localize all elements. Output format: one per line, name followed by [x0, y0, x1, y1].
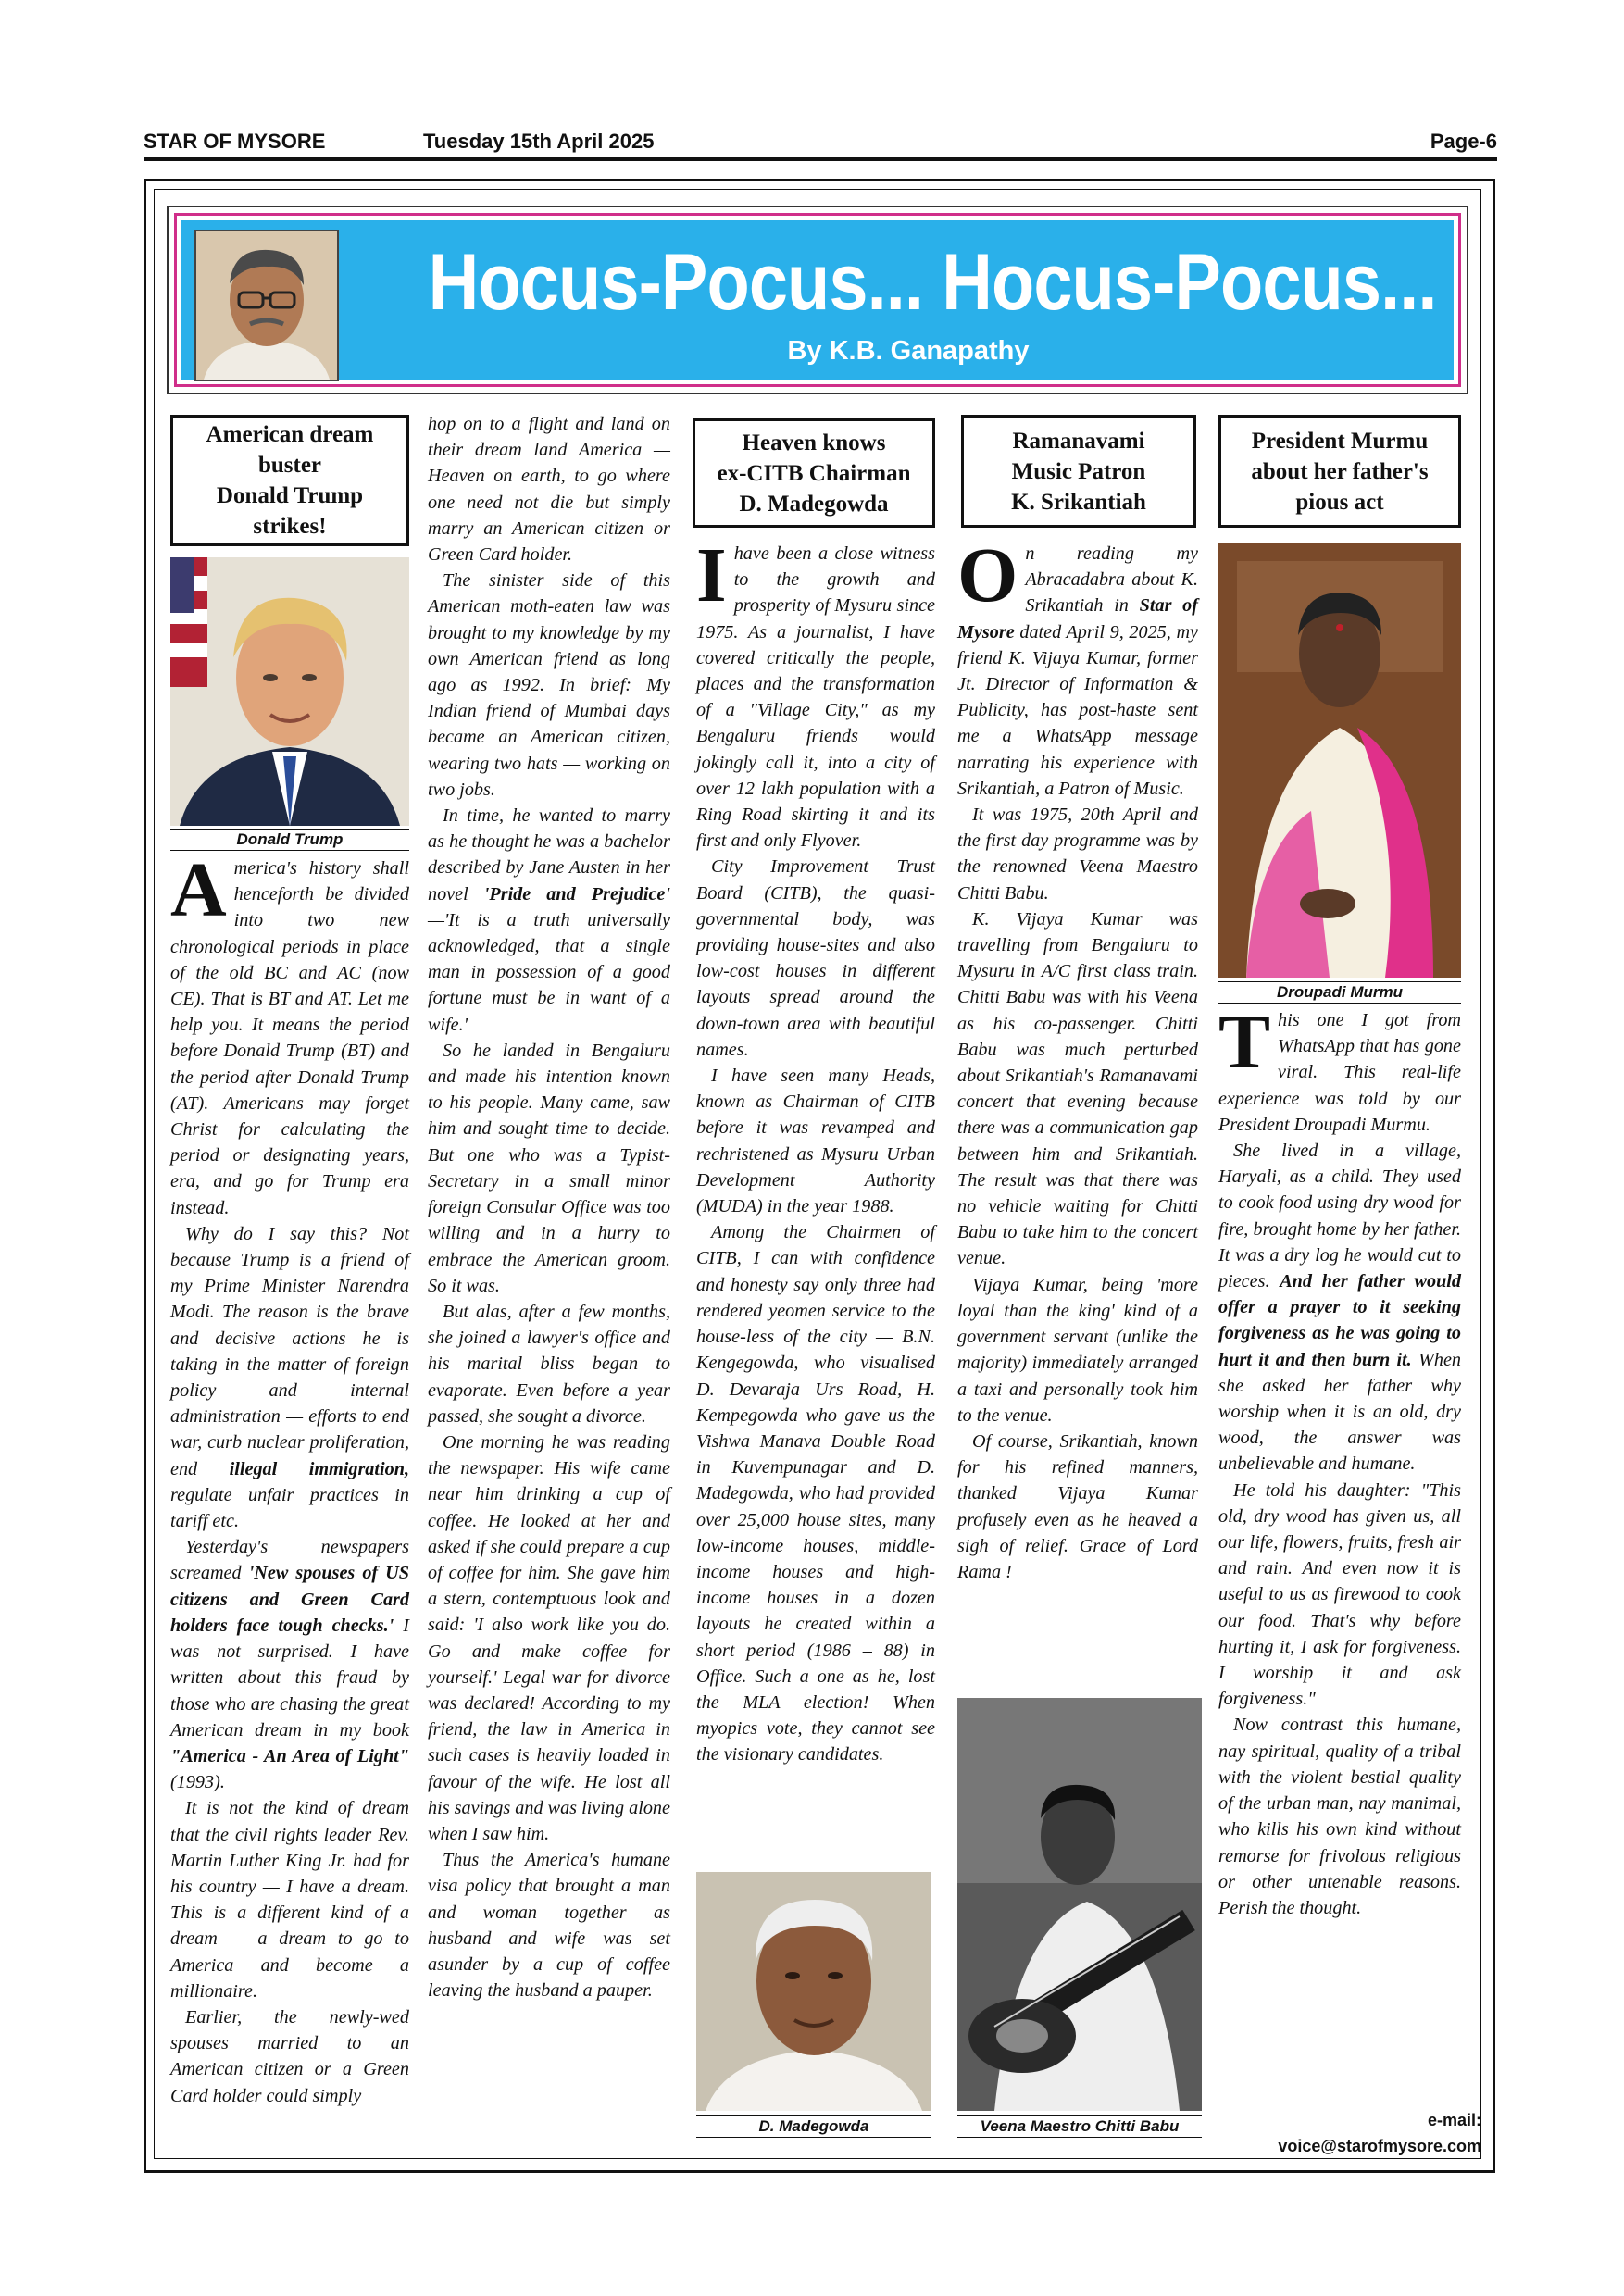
- byline: By K.B. Ganapathy: [787, 336, 1030, 366]
- paragraph: City Improvement Trust Board (CITB), the quasi-governmental body, was providing house-sites and also low-cost houses in different layouts spread around the down-town area with beautiful names.: [696, 856, 935, 1060]
- paragraph: Thus the America's humane visa policy that brought a man and woman together as husband and wife was set asunder by a cup of coffee leaving the husband a pauper.: [428, 1850, 670, 2002]
- article-trump-col1: [170, 847, 409, 2109]
- column-banner: [167, 206, 1468, 394]
- headline-murmu: [1218, 415, 1461, 528]
- paragraph: Ihave been a close witness to the growth and prosperity of Mysuru since 1975. As a journalist, I have covered critically the people, places and the transformation of a "Village City," as my Bengaluru friends would jokingly call it, into a city of over 12 lakh population with a Ring Road skirting it and its first and only Flyover.: [696, 532, 935, 852]
- paragraph: Vijaya Kumar, being 'more loyal than the king' kind of a government servant (unlike the majority) immediately arranged a taxi and personally took him to the venue.: [957, 1274, 1198, 1426]
- headline-line: K. Srikantiah: [1011, 489, 1146, 515]
- caption-droupadi-murmu: Droupadi Murmu: [1218, 981, 1461, 1004]
- photo-d-madegowda: [696, 1872, 931, 2111]
- article-trump-col2: [428, 411, 670, 2003]
- paragraph: In time, he wanted to marry as he thought he was a bachelor described by Jane Austen in her novel 'Pride and Prejudice' —'It is a truth universally acknowledged, that a single man in possession of a good fortune must be in want of a wife.': [428, 805, 670, 1035]
- banner-pink-border: [174, 213, 1461, 387]
- paragraph: The sinister side of this American moth-eaten law was brought to my knowledge by my own American friend as long ago as 1992. In brief: My Indian friend of Mumbai days became an American citizen, wearing two hats — working on two jobs.: [428, 570, 670, 800]
- caption-chitti-babu: Veena Maestro Chitti Babu: [957, 2115, 1202, 2138]
- paragraph: Yesterday's newspapers screamed 'New spouses of US citizens and Green Card holders face tough checks.' I was not surprised. I have written about this fraud by those who are chasing the great American dream in my book "America - An Area of Light" (1993).: [170, 1537, 409, 1793]
- headline-line: pious act: [1295, 489, 1384, 515]
- masthead: [144, 130, 1497, 159]
- paragraph: She lived in a village, Haryali, as a child. They used to cook food using dry wood for fire, brought home by her father. It was a dry log he would cut to pieces. And her father would offer a prayer to it seeking forgiveness as he was going to hurt it and then burn it. When she asked her father why worship when it is an old, dry wood, the answer was unbelievable and humane.: [1218, 1141, 1462, 1475]
- contact-email: [1224, 2107, 1481, 2159]
- email-label: e-mail:: [1427, 2111, 1481, 2129]
- dropcap: T: [1218, 999, 1271, 1085]
- article-murmu: [1218, 999, 1462, 1921]
- email-address[interactable]: voice@starofmysore.com: [1278, 2137, 1481, 2155]
- dropcap: O: [957, 532, 1018, 618]
- paragraph: So he landed in Bengaluru and made his intention known to his people. Many came, saw him and sought time to decide. But one who was a Typist-Secretary in a small minor foreign Consular Office was too willing and in a hurry to embrace the American groom. So it was.: [428, 1040, 670, 1296]
- headline-line: D. Madegowda: [739, 491, 889, 517]
- paragraph: On reading my Abracadabra about K. Srikantiah in Star of Mysore dated April 9, 2025, my friend K. Vijaya Kumar, former Jt. Director of Information & Publicity, has post-haste sent me a WhatsApp message narrating his experience with Srikantiah, a Patron of Music.: [957, 532, 1199, 799]
- paragraph: Now contrast this humane, nay spiritual, quality of a tribal with the violent bestial quality of the urban man, nay manimal, who kills his own kind without remorse for frivolous religious or other untenable reasons. Perish the thought.: [1218, 1715, 1461, 1918]
- headline-srikantiah: [961, 415, 1196, 528]
- paragraph: hop on to a flight and land on their dream land America — Heaven on earth, to go where one need not die but simply marry an American citizen or Green Card holder.: [428, 414, 670, 566]
- paragraph: America's history shall henceforth be divided into two new chronological periods in place of the old BC and AC (now CE). That is BT and AT. Let me help you. It means the period before Donald Trump (BT) and the period after Donald Trump (AT). Americans may forget Christ for calculating the period or designating years, era, and go for Trump era instead.: [170, 847, 409, 1218]
- column-title: Hocus-Pocus... Hocus-Pocus...: [428, 238, 1437, 327]
- paragraph: It is not the kind of dream that the civil rights leader Rev. Martin Luther King Jr. had for his country — I have a dream. This is a different kind of a dream — a dream to go to America and become a millionaire.: [170, 1798, 409, 2002]
- paragraph: It was 1975, 20th April and the first day programme was by the renowned Veena Maestro Chitti Babu.: [957, 805, 1198, 904]
- headline-line: American dream: [206, 422, 374, 447]
- paragraph: Of course, Srikantiah, known for his refined manners, thanked Vijaya Kumar profusely even as he heaved a sigh of relief. Grace of Lord Rama !: [957, 1430, 1198, 1582]
- dropcap: A: [170, 847, 227, 933]
- photo-droupadi-murmu: [1218, 543, 1461, 978]
- paper-name: STAR OF MYSORE: [144, 130, 326, 153]
- issue-date: Tuesday 15th April 2025: [423, 130, 655, 153]
- paragraph: I have seen many Heads, known as Chairman of CITB before it was revamped and rechristened as Mysuru Urban Development Authority (MUDA) in the year 1988.: [696, 1066, 935, 1217]
- headline-line: buster: [257, 453, 322, 478]
- article-madegowda: [696, 532, 935, 1768]
- headline-line: Donald Trump: [216, 483, 364, 508]
- masthead-rule: [144, 157, 1497, 161]
- author-portrait: [194, 230, 339, 381]
- headline-line: Ramanavami: [1012, 428, 1145, 454]
- paragraph: One morning he was reading the newspaper. His wife came near him drinking a cup of coffee. He looked at her and asked if she could prepare a cup of coffee for him. She gave him a stern, contemptuous look and said: 'I also work like you do. Go and make coffee for yourself.' Legal war for divorce was declared! According to my friend, the law in America in such cases is heavily loaded in favour of the wife. He lost all his savings and was living alone when I saw him.: [428, 1431, 670, 1844]
- headline-trump: [170, 415, 409, 546]
- paragraph: Among the Chairmen of CITB, I can with confidence and honesty say only three had rendered yeomen service to the house-less of the city — B.N. Kengegowda, who visualised D. Devaraja Urs Road, H. Kempegowda who gave us the Vishwa Manava Double Road in Kuvempunagar and D. Madegowda, who had provided over 25,000 house sites, many low-income houses, middle-income houses and high-income houses in a dozen layouts he created within a short period (1986 – 88) in Office. Such a one as he, lost the MLA election! When myopics vote, they cannot see the visionary candidates.: [696, 1222, 935, 1766]
- photo-donald-trump: [170, 557, 409, 826]
- headline-line: President Murmu: [1251, 428, 1429, 454]
- headline-madegowda: [693, 418, 935, 528]
- article-srikantiah: [957, 532, 1199, 1585]
- paragraph: K. Vijaya Kumar was travelling from Bengaluru to Mysuru in A/C first class train. Chitti Babu was with his Veena as his co-passenger. Chitti Babu was much perturbed about Srikantiah's Ramanavami concert that evening because there was a communication gap between him and Srikantiah. The result was that there was no vehicle waiting for Chitti Babu to take him to the concert venue.: [957, 908, 1198, 1269]
- paragraph: But alas, after a few months, she joined a lawyer's office and his marital bliss began to evaporate. Even before a year passed, she sought a divorce.: [428, 1301, 670, 1427]
- caption-d-madegowda: D. Madegowda: [696, 2115, 931, 2138]
- caption-donald-trump: Donald Trump: [170, 829, 409, 851]
- photo-chitti-babu: [957, 1698, 1202, 2111]
- paragraph: Why do I say this? Not because Trump is a friend of my Prime Minister Narendra Modi. The reason is the brave and decisive actions he is taking in the matter of foreign policy and internal administration — efforts to end war, curb nuclear proliferation, end illegal immigration, regulate unfair practices in tariff etc.: [170, 1223, 409, 1532]
- headline-line: Heaven knows: [742, 430, 886, 455]
- headline-line: Music Patron: [1011, 458, 1146, 484]
- dropcap: I: [696, 532, 727, 618]
- headline-line: strikes!: [253, 514, 327, 539]
- banner-background: [181, 220, 1454, 380]
- paragraph: Earlier, the newly-wed spouses married to an American citizen or a Green Card holder could simply: [170, 2006, 409, 2106]
- paragraph: He told his daughter: "This old, dry wood has given us, all our life, flowers, fruits, fresh air and rain. And even now it is useful to us as firewood to cook our food. That's why before hurting it, I ask for forgiveness. I worship it and ask forgiveness.": [1218, 1479, 1461, 1710]
- paragraph: This one I got from WhatsApp that has gone viral. This real-life experience was told by our President Droupadi Murmu.: [1218, 999, 1461, 1135]
- page-number: Page-6: [1430, 130, 1497, 153]
- headline-line: about her father's: [1251, 458, 1429, 484]
- headline-line: ex-CITB Chairman: [717, 460, 911, 486]
